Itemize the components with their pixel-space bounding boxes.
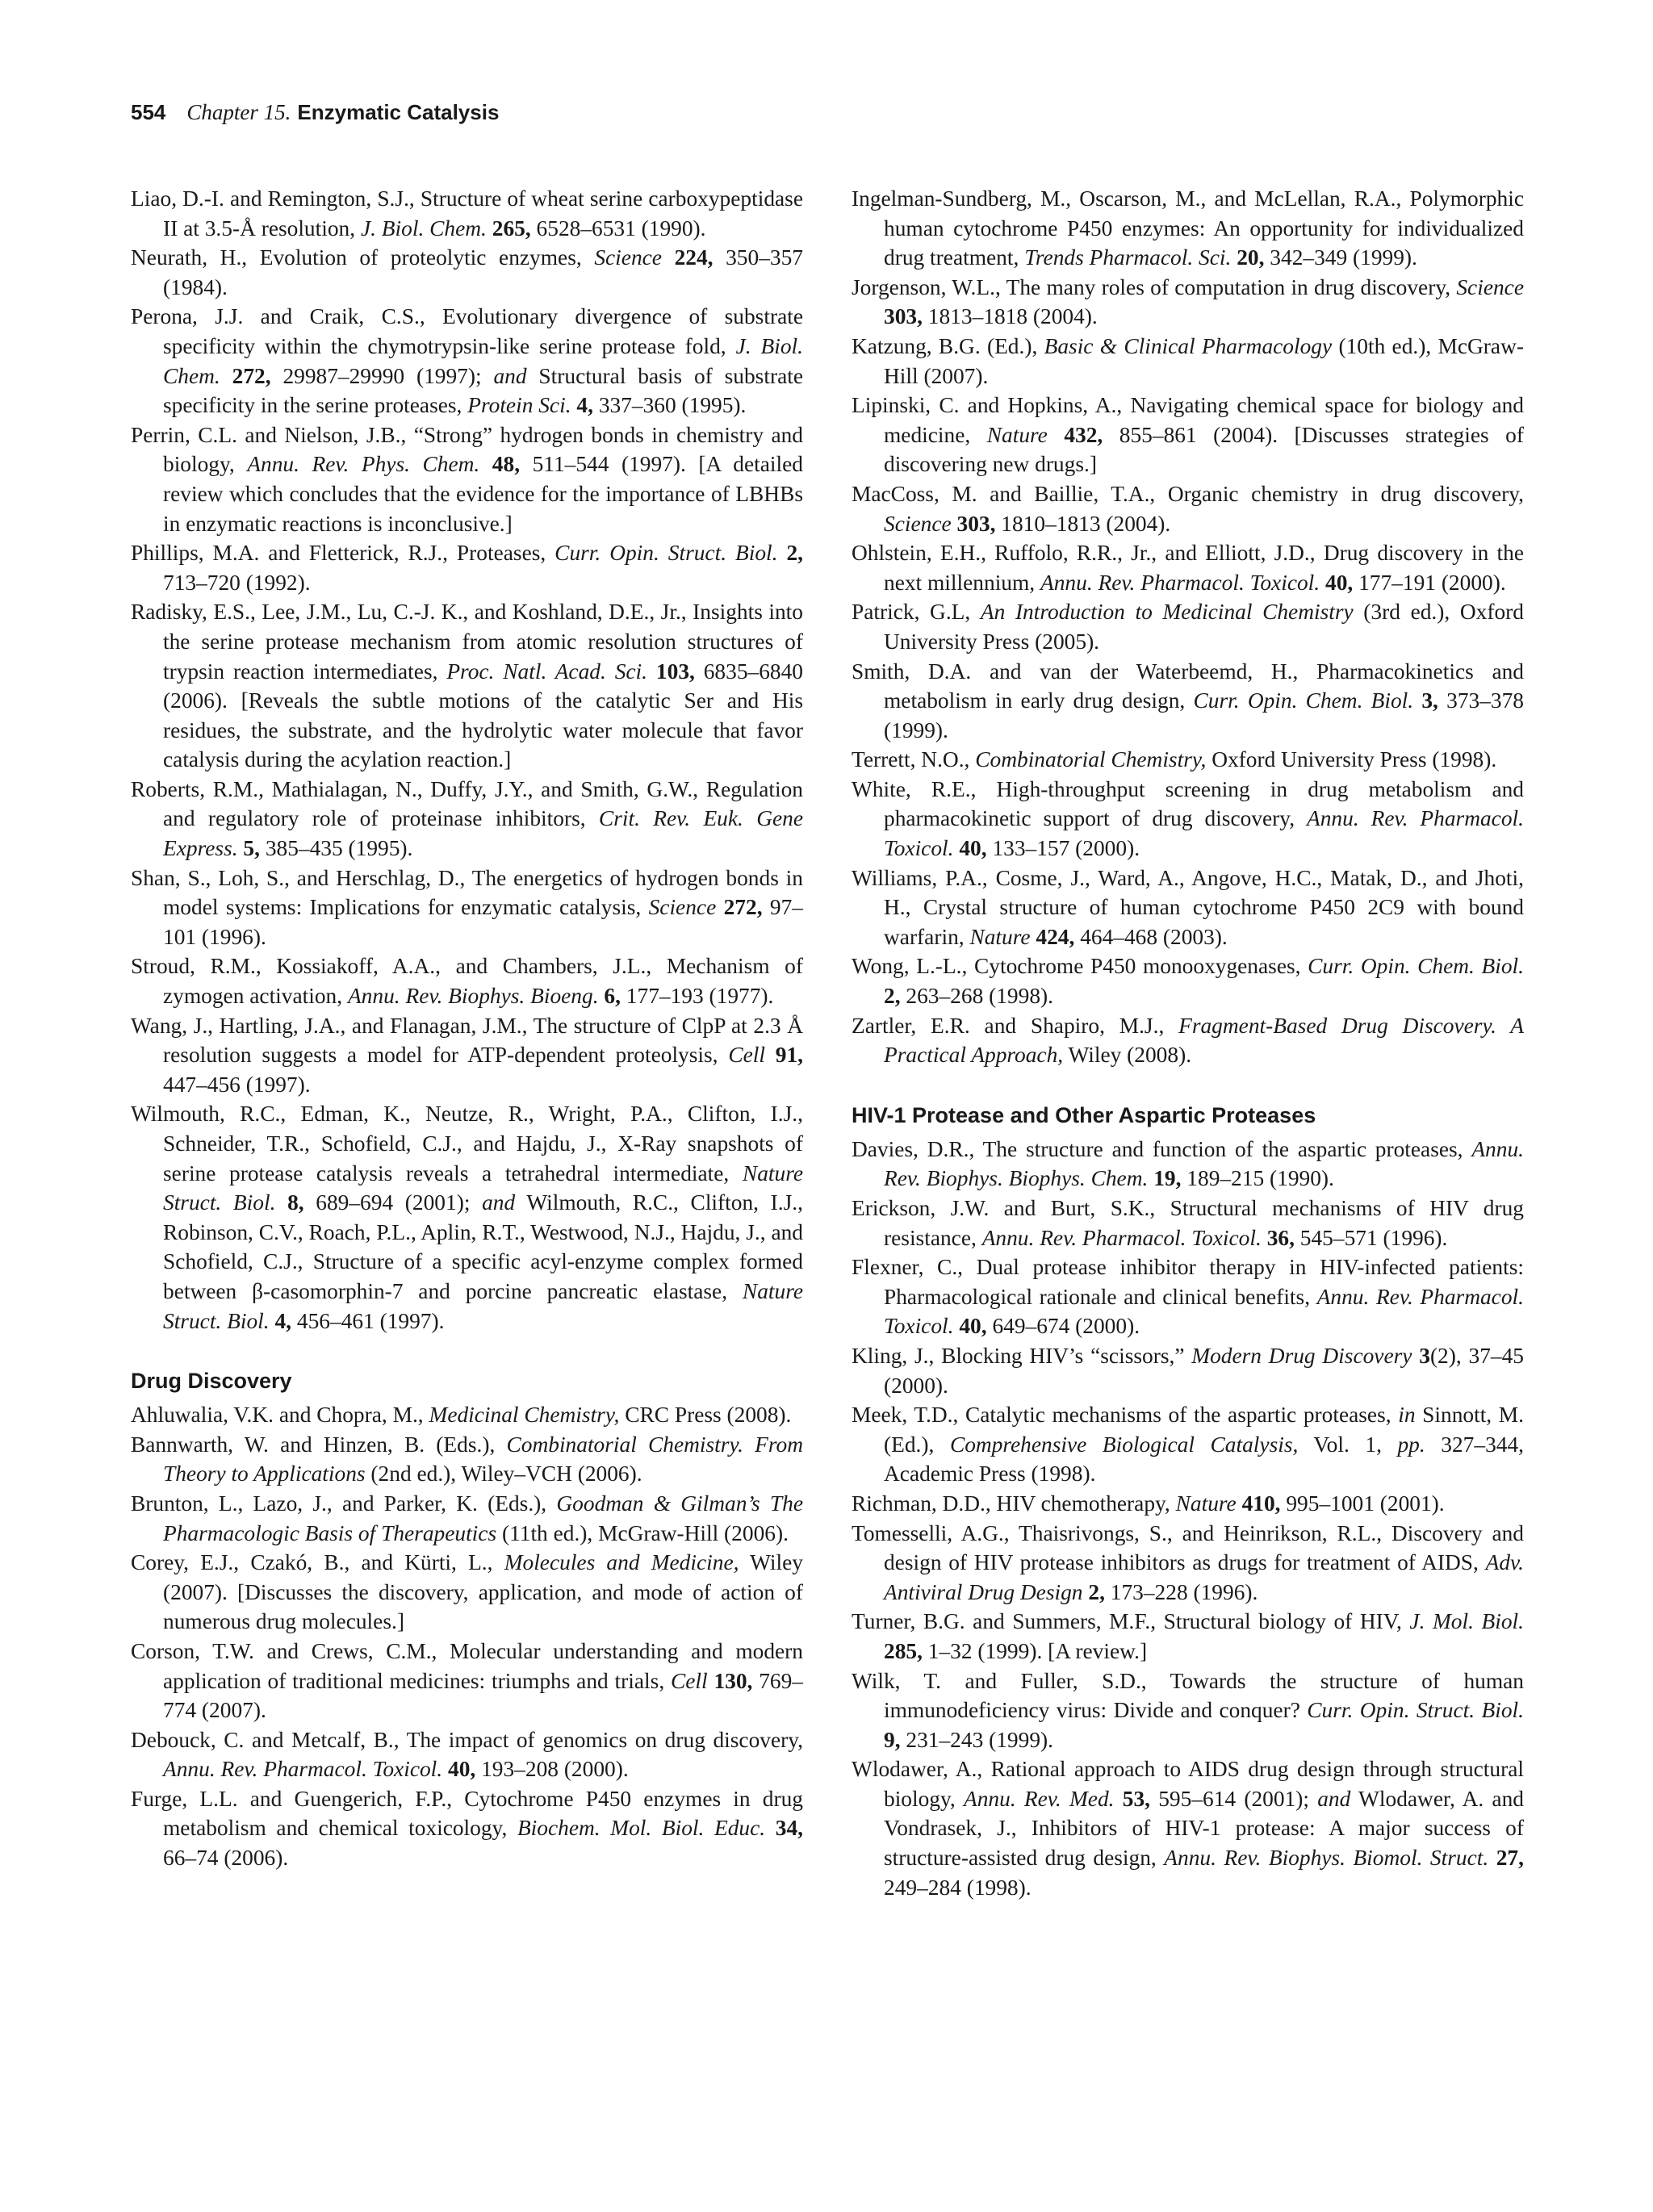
reference-entry — [131, 597, 803, 775]
reference-text: Perona, J.J. and Craik, C.S., Evolutionary divergence of substrate specificity within the chymotrypsin-like serine protease fold, — [131, 304, 803, 358]
reference-italic-text: Science — [884, 511, 952, 536]
reference-text: 6528–6531 (1990). — [530, 215, 706, 240]
reference-entry — [852, 332, 1524, 391]
reference-text: 29987–29990 (1997); — [270, 363, 494, 388]
reference-entry — [852, 1666, 1524, 1755]
reference-text: 231–243 (1999). — [900, 1727, 1053, 1752]
reference-volume: 272, — [232, 363, 271, 388]
reference-italic-text: and — [482, 1190, 516, 1215]
reference-volume: 53, — [1122, 1786, 1150, 1811]
reference-text: Liao, D.-I. and Remington, S.J., Structure of wheat serine carboxypeptidase II at 3.5-Å resolution, — [131, 186, 803, 240]
reference-text: Furge, L.L. and Guengerich, F.P., Cytochrome P450 enzymes in drug metabolism and chemical toxicology, — [131, 1786, 803, 1841]
reference-volume: 8, — [287, 1190, 304, 1215]
reference-volume: 130, — [714, 1668, 753, 1693]
reference-text: 342–349 (1999). — [1264, 245, 1417, 270]
reference-italic-text: Cell — [728, 1043, 765, 1068]
reference-volume: 2, — [884, 984, 901, 1009]
reference-text: CRC Press (2008). — [619, 1403, 792, 1428]
reference-text: MacCoss, M. and Baillie, T.A., Organic chemistry in drug discovery, — [852, 481, 1524, 506]
reference-volume: 40, — [959, 836, 987, 861]
reference-entry — [852, 1489, 1524, 1519]
reference-entry — [131, 863, 803, 952]
reference-text: Wlodawer, A., Rational approach to AIDS drug design through structural biology, — [852, 1757, 1524, 1811]
reference-text: Ahluwalia, V.K. and Chopra, M., — [131, 1403, 429, 1428]
reference-text: 385–435 (1995). — [259, 836, 413, 861]
reference-text: Structural basis of substrate specificity in the serine proteases, — [163, 363, 803, 418]
reference-entry — [852, 538, 1524, 597]
reference-italic-text: Curr. Opin. Struct. Biol. — [1307, 1698, 1524, 1723]
reference-text — [1488, 1846, 1496, 1870]
reference-text — [275, 1190, 287, 1215]
reference-italic-text: and — [1317, 1786, 1351, 1811]
reference-entry — [131, 951, 803, 1010]
reference-text: Wilmouth, R.C., Edman, K., Neutze, R., Wright, P.A., Clifton, I.J., Schneider, T.R., Schofield, C.J., and Hajdu, J., X-Ray snapshots of serine protease catalysis reveals a tetrahedral intermediate, — [131, 1102, 803, 1185]
reference-italic-text: Annu. Rev. Biophys. Bioeng. — [347, 984, 599, 1009]
reference-volume: 424, — [1036, 924, 1075, 949]
reference-volume: 224, — [674, 245, 714, 270]
reference-text: 249–284 (1998). — [884, 1875, 1032, 1900]
reference-volume: 285, — [884, 1638, 923, 1663]
reference-text: 1810–1813 (2004). — [995, 511, 1171, 536]
reference-entry — [852, 745, 1524, 775]
reference-volume: 34, — [775, 1816, 803, 1841]
reference-entry — [852, 863, 1524, 952]
reference-italic-text: in — [1398, 1403, 1416, 1428]
reference-entry — [852, 479, 1524, 538]
reference-italic-text: Science — [594, 245, 662, 270]
reference-text: 173–228 (1996). — [1104, 1579, 1258, 1604]
reference-entry — [131, 538, 803, 597]
reference-entry — [852, 1754, 1524, 1902]
chapter-title: Enzymatic Catalysis — [297, 100, 500, 124]
reference-italic-text: and — [493, 363, 527, 388]
reference-section — [131, 184, 803, 1336]
reference-text — [765, 1816, 776, 1840]
reference-italic-text: Fragment-Based Drug Discovery. A Practical Approach, — [884, 1013, 1524, 1068]
reference-text — [1262, 1226, 1267, 1250]
reference-text: Wong, L.-L., Cytochrome P450 monooxygenases, — [852, 954, 1308, 979]
reference-text: 66–74 (2006). — [163, 1846, 289, 1871]
reference-volume: 19, — [1153, 1166, 1182, 1191]
reference-text: (10th ed.), McGraw-Hill (2007). — [884, 333, 1524, 388]
reference-volume: 103, — [655, 659, 695, 684]
reference-volume: 40, — [959, 1314, 987, 1339]
reference-italic-text: Science — [1456, 274, 1524, 299]
reference-italic-text: Combinatorial Chemistry. From Theory to Applications — [163, 1432, 803, 1487]
reference-text — [716, 895, 723, 919]
reference-italic-text: Nature Struct. Biol. — [163, 1160, 803, 1215]
reference-text — [647, 659, 656, 684]
reference-volume: 410, — [1241, 1491, 1281, 1516]
reference-entry — [852, 391, 1524, 479]
left-column — [131, 184, 803, 1873]
reference-entry — [852, 1011, 1524, 1070]
reference-text: Erickson, J.W. and Burt, S.K., Structural mechanisms of HIV drug resistance, — [852, 1196, 1524, 1250]
reference-text: 97–101 (1996). — [163, 895, 803, 949]
reference-text: Wiley (2007). [Discusses the discovery, application, and mode of action of numerous drug molecules.] — [163, 1550, 803, 1634]
reference-text: Corson, T.W. and Crews, C.M., Molecular understanding and modern application of traditional medicines: triumphs and trials, — [131, 1638, 803, 1693]
reference-italic-text: Molecules and Medicine, — [504, 1550, 739, 1575]
reference-text: 456–461 (1997). — [291, 1308, 445, 1333]
reference-text: Stroud, R.M., Kossiakoff, A.A., and Chambers, J.L., Mechanism of zymogen activation, — [131, 954, 803, 1009]
reference-text: Radisky, E.S., Lee, J.M., Lu, C.-J. K., and Koshland, D.E., Jr., Insights into the serine protease mechanism from atomic resolution structures of trypsin reaction intermediates, — [131, 600, 803, 684]
reference-entry — [852, 1400, 1524, 1489]
reference-italic-text: Annu. Rev. Pharmacol. Toxicol. — [884, 806, 1524, 861]
reference-text — [662, 245, 675, 270]
reference-text: 595–614 (2001); — [1150, 1786, 1318, 1811]
reference-italic-text: Comprehensive Biological Catalysis, — [949, 1432, 1299, 1457]
reference-text: Katzung, B.G. (Ed.), — [852, 333, 1044, 358]
reference-entry — [852, 1194, 1524, 1252]
reference-text: 689–694 (2001); — [303, 1190, 483, 1215]
reference-text: 1–32 (1999). [A review.] — [922, 1638, 1148, 1663]
reference-entry — [131, 1637, 803, 1725]
chapter-label: Chapter 15. — [186, 100, 291, 124]
reference-entry — [852, 1252, 1524, 1341]
reference-italic-text: Nature — [986, 422, 1048, 447]
reference-volume: 9, — [884, 1727, 901, 1752]
reference-section — [131, 1366, 803, 1873]
reference-volume: 303, — [884, 304, 923, 329]
reference-text: Zartler, E.R. and Shapiro, M.J., — [852, 1013, 1179, 1038]
reference-entry — [131, 1011, 803, 1100]
reference-text: Perrin, C.L. and Nielson, J.B., “Strong” hydrogen bonds in chemistry and biology, — [131, 422, 803, 477]
reference-text: 193–208 (2000). — [475, 1757, 629, 1782]
reference-text: 464–468 (2003). — [1074, 924, 1228, 949]
reference-italic-text: Annu. Rev. Pharmacol. Toxicol. — [981, 1225, 1262, 1250]
reference-italic-text: Medicinal Chemistry, — [429, 1403, 620, 1428]
reference-text — [479, 452, 492, 476]
reference-italic-text: Annu. Rev. Phys. Chem. — [247, 452, 480, 477]
reference-entry — [852, 951, 1524, 1010]
reference-text: Ingelman-Sundberg, M., Oscarson, M., and McLellan, R.A., Polymorphic human cytochrome P450 enzymes: An opportunity for individualized drug treatment, — [852, 186, 1524, 270]
reference-italic-text: Basic & Clinical Pharmacology — [1044, 333, 1333, 358]
reference-italic-text: Annu. Rev. Med. — [964, 1786, 1115, 1811]
reference-volume: 3, — [1421, 688, 1438, 713]
reference-text: Wilk, T. and Fuller, S.D., Towards the structure of human immunodeficiency virus: Divide and conquer? — [852, 1668, 1524, 1723]
reference-text: Shan, S., Loh, S., and Herschlag, D., The energetics of hydrogen bonds in model systems: Implications for enzymatic catalysis, — [131, 865, 803, 920]
reference-volume: 3 — [1419, 1343, 1430, 1368]
reference-italic-text: Nature — [1175, 1491, 1237, 1516]
reference-text: (11th ed.), McGraw-Hill (2006). — [496, 1520, 789, 1545]
reference-text: Roberts, R.M., Mathialagan, N., Duffy, J.Y., and Smith, G.W., Regulation and regulatory role of proteinase inhibitors, — [131, 776, 803, 831]
reference-text — [487, 216, 492, 240]
reference-entry — [131, 1099, 803, 1336]
reference-volume: 40, — [1325, 570, 1354, 595]
reference-text — [220, 364, 232, 388]
reference-text: 545–571 (1996). — [1294, 1225, 1448, 1250]
reference-entry — [131, 1548, 803, 1637]
page-number: 554 — [131, 100, 166, 124]
reference-text — [765, 1043, 776, 1067]
reference-italic-text: Trends Pharmacol. Sci. — [1024, 245, 1232, 270]
reference-volume: 6, — [604, 984, 621, 1009]
reference-italic-text: Annu. Rev. Biophys. Biomol. Struct. — [1164, 1846, 1489, 1871]
reference-text: 177–191 (2000). — [1353, 570, 1506, 595]
reference-text: Corey, E.J., Czakó, B., and Kürti, L., — [131, 1550, 504, 1575]
reference-italic-text: Curr. Opin. Chem. Biol. — [1308, 954, 1524, 979]
reference-text: 995–1001 (2001). — [1280, 1491, 1445, 1516]
reference-italic-text: Nature — [969, 924, 1031, 949]
reference-text — [1115, 1787, 1123, 1811]
reference-italic-text: Crit. Rev. Euk. Gene Express. — [163, 806, 803, 861]
reference-volume: 91, — [775, 1043, 803, 1068]
right-column — [852, 184, 1524, 1902]
reference-entry — [852, 597, 1524, 656]
reference-entry — [131, 420, 803, 538]
reference-text: 713–720 (1992). — [163, 570, 311, 595]
reference-entry — [131, 1725, 803, 1784]
reference-entry — [131, 1489, 803, 1548]
reference-entry — [852, 657, 1524, 746]
section-heading: Drug Discovery — [131, 1369, 292, 1394]
reference-text — [1413, 688, 1421, 713]
reference-entry — [131, 184, 803, 243]
reference-text: 855–861 (2004). [Discusses strategies of discovering new drugs.] — [884, 422, 1524, 477]
reference-text: Sinnott, M. (Ed.), — [884, 1403, 1524, 1457]
reference-volume: 5, — [243, 836, 260, 861]
reference-text — [1048, 423, 1065, 447]
reference-entry — [131, 1400, 803, 1430]
reference-entry — [131, 302, 803, 420]
reference-text — [952, 512, 957, 536]
reference-text: Davies, D.R., The structure and function of the aspartic proteases, — [852, 1136, 1472, 1161]
reference-italic-text: Annu. Rev. Pharmacol. Toxicol. — [884, 1284, 1524, 1339]
reference-volume: 40, — [448, 1757, 476, 1782]
reference-text: Debouck, C. and Metcalf, B., The impact of genomics on drug discovery, — [131, 1727, 803, 1752]
reference-text: Wilmouth, R.C., Clifton, I.J., Robinson, C.V., Roach, P.L., Aplin, R.T., Westwood, N.J., Hajdu, J., and Schofield, C.J., Structure of a specific acyl-enzyme complex formed between β-casomorphin-7 and porcine pancreatic elastase, — [163, 1190, 803, 1303]
reference-volume: 2, — [1088, 1579, 1105, 1604]
reference-text: Bannwarth, W. and Hinzen, B. (Eds.), — [131, 1432, 507, 1457]
reference-section — [852, 184, 1524, 1070]
reference-italic-text: Annu. Rev. Biophys. Biophys. Chem. — [884, 1136, 1524, 1191]
reference-text: Lipinski, C. and Hopkins, A., Navigating chemical space for biology and medicine, — [852, 393, 1524, 447]
reference-italic-text: Protein Sci. — [467, 393, 571, 418]
reference-text: Turner, B.G. and Summers, M.F., Structural biology of HIV, — [852, 1609, 1410, 1634]
reference-entry — [131, 1784, 803, 1873]
reference-text: 6835–6840 (2006). [Reveals the subtle motions of the catalytic Ser and His residues, the substrate, and the hydrolytic water molecule that favor catalysis during the acylation reaction.] — [163, 659, 803, 772]
reference-italic-text: Science — [648, 895, 717, 920]
page-header — [131, 100, 499, 132]
reference-text: Jorgenson, W.L., The many roles of computation in drug discovery, — [852, 274, 1457, 299]
reference-text: Wlodawer, A. and Vondrasek, J., Inhibitors of HIV-1 protease: A major success of structure-assisted drug design, — [884, 1786, 1524, 1871]
reference-text — [1412, 1344, 1419, 1368]
reference-text: Wiley (2008). — [1063, 1043, 1192, 1068]
reference-entry — [852, 1519, 1524, 1608]
reference-italic-text: Nature Struct. Biol. — [163, 1278, 803, 1333]
reference-text: Richman, D.D., HIV chemotherapy, — [852, 1491, 1176, 1516]
reference-text: 263–268 (1998). — [900, 984, 1053, 1009]
reference-text: Patrick, G.L, — [852, 600, 981, 625]
reference-text: Oxford University Press (1998). — [1206, 747, 1497, 772]
reference-text: 337–360 (1995). — [592, 393, 747, 418]
reference-entry — [131, 775, 803, 863]
reference-entry — [852, 775, 1524, 863]
reference-italic-text: Proc. Natl. Acad. Sci. — [446, 659, 648, 684]
reference-text — [442, 1757, 448, 1781]
reference-text: 189–215 (1990). — [1181, 1166, 1334, 1191]
reference-text: Neurath, H., Evolution of proteolytic enzymes, — [131, 245, 595, 270]
reference-text: (2nd ed.), Wiley–VCH (2006). — [365, 1461, 642, 1487]
reference-italic-text: Combinatorial Chemistry, — [975, 747, 1207, 772]
reference-entry — [852, 1607, 1524, 1666]
section-heading: HIV-1 Protease and Other Aspartic Proteases — [852, 1102, 1316, 1127]
reference-text: Flexner, C., Dual protease inhibitor therapy in HIV-infected patients: Pharmacological rationale and clinical benefits, — [852, 1255, 1524, 1309]
reference-italic-text: J. Biol. Chem. — [360, 215, 487, 240]
reference-text: 327–344, Academic Press (1998). — [884, 1432, 1525, 1487]
reference-text: 350–357 (1984). — [163, 245, 803, 299]
reference-entry — [852, 1135, 1524, 1194]
reference-text: Kling, J., Blocking HIV’s “scissors,” — [852, 1343, 1192, 1368]
reference-text: Terrett, N.O., — [852, 747, 976, 772]
reference-italic-text: An Introduction to Medicinal Chemistry — [980, 600, 1354, 625]
reference-text: 769–774 (2007). — [163, 1668, 803, 1723]
reference-italic-text: Curr. Opin. Chem. Biol. — [1193, 688, 1414, 713]
reference-text — [777, 541, 786, 565]
reference-volume: 4, — [274, 1308, 292, 1333]
reference-volume: 27, — [1496, 1846, 1524, 1871]
reference-italic-text: Annu. Rev. Pharmacol. Toxicol. — [1040, 570, 1320, 595]
reference-volume: 265, — [492, 215, 531, 240]
reference-text: Smith, D.A. and van der Waterbeemd, H., Pharmacokinetics and metabolism in early drug design, — [852, 659, 1524, 713]
reference-text: Williams, P.A., Cosme, J., Ward, A., Angove, H.C., Matak, D., and Jhoti, H., Crystal structure of human cytochrome P450 2C9 with bound warfarin, — [852, 865, 1524, 949]
reference-text: Meek, T.D., Catalytic mechanisms of the aspartic proteases, — [852, 1403, 1399, 1428]
reference-volume: 432, — [1064, 422, 1103, 447]
reference-italic-text: J. Mol. Biol. — [1409, 1609, 1525, 1634]
reference-italic-text: Curr. Opin. Struct. Biol. — [554, 541, 778, 566]
reference-italic-text: pp. — [1397, 1432, 1425, 1457]
reference-text: 447–456 (1997). — [163, 1072, 311, 1097]
reference-volume: 4, — [576, 393, 593, 418]
reference-italic-text: Annu. Rev. Pharmacol. Toxicol. — [163, 1757, 443, 1782]
reference-italic-text: Biochem. Mol. Biol. Educ. — [517, 1816, 766, 1841]
reference-text: (3rd ed.), Oxford University Press (2005). — [884, 600, 1524, 654]
reference-text — [1237, 1491, 1242, 1516]
reference-volume: 272, — [723, 895, 763, 920]
reference-volume: 303, — [956, 511, 996, 536]
reference-text: Ohlstein, E.H., Ruffolo, R.R., Jr., and Elliott, J.D., Drug discovery in the next millennium, — [852, 541, 1524, 595]
reference-text: Wang, J., Hartling, J.A., and Flanagan, J.M., The structure of ClpP at 2.3 Å resolution suggests a model for ATP-dependent proteolysis, — [131, 1013, 803, 1068]
reference-text: 133–157 (2000). — [986, 836, 1140, 861]
reference-text — [1320, 571, 1325, 595]
reference-italic-text: Cell — [670, 1668, 708, 1693]
reference-text: 373–378 (1999). — [884, 688, 1524, 742]
reference-entry — [131, 243, 803, 302]
reference-volume: 2, — [786, 541, 803, 566]
reference-text: Tomesselli, A.G., Thaisrivongs, S., and Heinrikson, R.L., Discovery and design of HIV protease inhibitors as drugs for treatment of AIDS, — [852, 1520, 1524, 1575]
reference-entry — [852, 273, 1524, 332]
reference-italic-text: Adv. Antiviral Drug Design — [884, 1550, 1524, 1604]
reference-entry — [852, 184, 1524, 273]
reference-volume: 20, — [1237, 245, 1265, 270]
reference-text: 511–544 (1997). [A detailed review which concludes that the evidence for the importance of LBHBs in enzymatic reactions is inconclusive.] — [163, 452, 803, 536]
reference-italic-text: Goodman & Gilman’s The Pharmacologic Basis of Therapeutics — [163, 1491, 803, 1545]
reference-text: 649–674 (2000). — [986, 1314, 1140, 1339]
reference-volume: 36, — [1266, 1225, 1295, 1250]
reference-text: White, R.E., High-throughput screening in drug metabolism and pharmacokinetic support of drug discovery, — [852, 776, 1524, 831]
reference-italic-text: J. Biol. Chem. — [163, 333, 803, 388]
reference-italic-text: Modern Drug Discovery — [1191, 1343, 1412, 1368]
reference-text: Brunton, L., Lazo, J., and Parker, K. (Eds.), — [131, 1491, 557, 1516]
reference-text: Vol. 1, — [1298, 1432, 1398, 1457]
reference-text: (2), 37–45 (2000). — [884, 1343, 1524, 1398]
reference-text: Phillips, M.A. and Fletterick, R.J., Proteases, — [131, 541, 555, 566]
reference-text: 177–193 (1977). — [620, 984, 774, 1009]
reference-text: 1813–1818 (2004). — [922, 304, 1098, 329]
reference-section — [852, 1101, 1524, 1902]
reference-entry — [131, 1430, 803, 1489]
reference-volume: 48, — [492, 452, 521, 477]
reference-entry — [852, 1341, 1524, 1400]
